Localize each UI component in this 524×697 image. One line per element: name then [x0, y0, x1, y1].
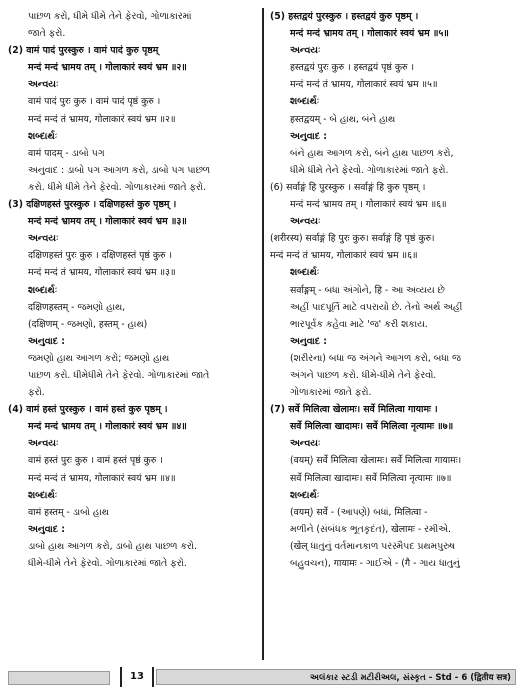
column-divider [262, 8, 264, 660]
text-line: (दक्षिणम् - જમણો, हस्तम् - હાથ) [28, 318, 148, 330]
text-line: બહુવચન), गायामः - ગાઈએ - (गै - ગાય ધાતુનું [290, 558, 460, 569]
text-line: અંગને પાછળ કરો. ધીમે-ધીમે તેને ફેરવો. [290, 369, 437, 381]
text-line: (वयम्) सर्वे मिलित्वा खेलामः। सर्वे मिलित्वा गायामः। [290, 455, 462, 467]
text-line: અન્વયઃ [28, 233, 59, 245]
text-line: हस्तद्वयं पुरः कुरु । हस्तद्वयं पृष्ठं कुरु । [290, 62, 415, 74]
text-line: वामं हस्तम् - ડાબો હાથ [28, 506, 109, 518]
footer-left-bar [8, 671, 110, 685]
text-line: (7) सर्वे मिलित्वा खेलामः। सर्वे मिलित्वा गायामः । [270, 404, 438, 416]
text-line: અન્વયઃ [28, 438, 59, 450]
text-line: (शरीरस्य) सर्वाङ्गं हि पुरः कुरु। सर्वाङ्गं हि पृष्ठं कुरु। [270, 233, 435, 245]
text-line: (खेल् ધાતુનું વર્તમાનકાળ પરસ્મૈપદ પ્રથમપુરુષ [290, 540, 456, 552]
text-line: सर्वे मिलित्वा खादामः। सर्वे मिलित्वा नृत्यामः ॥७॥ [290, 421, 454, 433]
text-line: અનુવાદ : [28, 523, 65, 535]
text-line: सर्वे मिलित्वा खादामः। सर्वे मिलित्वा नृत्यामः ॥७॥ [290, 472, 452, 484]
text-line: અન્વયઃ [290, 45, 321, 57]
text-line: અન્વયઃ [290, 438, 321, 450]
text-line: ધીમે-ધીમે તેને ફેરવો. ગોળાકારમાં જાતે ફરો. [28, 558, 187, 569]
text-line: वामं पादं पुरः कुरु । वामं पादं पृष्ठं कुरु । [28, 96, 161, 108]
text-line: वामं हस्तं पुरः कुरु । वामं हस्तं पृष्ठं कुरु । [28, 455, 163, 467]
text-line: मन्दं मन्दं तं भ्रामय, गोलाकारं स्वयं भ्रम ॥५॥ [290, 79, 438, 91]
text-line: જાતે ફરો. [28, 28, 66, 40]
text-line: मन्दं मन्दं तं भ्रामय, गोलाकारं स्वयं भ्रम ॥६॥ [270, 250, 418, 262]
text-line: मन्दं मन्दं भ्रामय तम् । गोलाकारं स्वयं भ्रम ॥४॥ [28, 421, 187, 433]
text-line: मन्दं मन्दं तं भ्रामय, गोलाकारं स्वयं भ्रम ॥४॥ [28, 472, 176, 484]
text-line: हस्तद्वयम् - બે હાથ, બંને હાથ [290, 113, 396, 125]
text-line: मन्दं मन्दं भ्रामय तम् । गोलाकारं स्वयं भ्रम ॥२॥ [28, 62, 187, 74]
text-line: मन्दं मन्दं तं भ्रामय, गोलाकारं स्वयं भ्रम ॥३॥ [28, 267, 176, 279]
text-line: (5) हस्तद्वयं पुरस्कुरु । हस्तद्वयं कुरु पृष्ठम् । [270, 11, 419, 22]
text-line: ફરો. [28, 387, 45, 399]
text-line: मन्दं मन्दं भ्रामय तम् । गोलाकारं स्वयं भ्रम ॥३॥ [28, 216, 187, 228]
text-line: (2) वामं पादं पुरस्कुरु । वामं पादं कुरु पृष्ठम् [8, 45, 159, 57]
text-line: અનુવાદ : [28, 335, 65, 347]
text-line: मन्दं मन्दं भ्रामय तम् । गोलाकारं स्वयं भ्रम ॥५॥ [290, 28, 449, 40]
text-line: પાછળ કરો, ધીમે ધીમે તેને ફેરવો, ગોળાકારમાં [28, 11, 192, 22]
text-line: કરો. ધીમે ધીમે તેને ફેરવો. ગોળાકારમાં જાતે ફરો. [28, 181, 207, 193]
text-line: सर्वाङ्गम् - બધા અંગોને, हि - આ અવ્યય છે [290, 284, 445, 296]
text-line: અનુવાદ : ડાબો પગ આગળ કરો, ડાબો પગ પાછળ [28, 164, 211, 176]
text-line: શબ્દાર્થઃ [28, 489, 58, 501]
right-column [270, 8, 516, 572]
text-line: શબ્દાર્થઃ [28, 130, 58, 142]
text-line: અહીં પાદપૂર્તિ માટે વપરાયો છે. તેનો અર્થ અહીં [290, 301, 463, 313]
text-line: वामं पादम् - ડાબો પગ [28, 147, 105, 159]
text-line: અનુવાદ : [290, 130, 327, 142]
text-line: બંને હાથ આગળ કરો, બંને હાથ પાછળ કરો, [290, 147, 454, 159]
text-line: અન્વયઃ [290, 216, 321, 228]
text-line: શબ્દાર્થઃ [290, 96, 320, 108]
text-line: ડાબો હાથ આગળ કરો, ડાબો હાથ પાછળ કરો. [28, 540, 197, 552]
text-line: मन्दं मन्दं तं भ्रामय, गोलाकारं स्वयं भ्रम ॥२॥ [28, 113, 176, 125]
text-line: (3) दक्षिणहस्तं पुरस्कुरु । दक्षिणहस्तं कुरु पृष्ठम् । [8, 199, 177, 211]
text-line: પાછળ કરો. ધીમેધીમે તેને ફેરવો. ગોળાકારમાં જાતે [28, 369, 210, 381]
text-line: (6) सर्वाङ्गं हि पुरस्कुरु । सर्वाङ्गं हि कुरु पृष्ठम् । [270, 181, 426, 193]
text-line: અનુવાદ : [290, 335, 327, 347]
text-line: (શરીરના) બધા જ અંગને આગળ કરો, બધા જ [290, 352, 461, 364]
text-line: શબ્દાર્થઃ [28, 284, 58, 296]
text-line: જમણો હાથ આગળ કરો; જમણો હાથ [28, 352, 170, 364]
text-line: ગોળાકારમાં જાતે ફરો. [290, 387, 372, 399]
text-line: (वयम्) सर्वे - (આપણે) બધાં, मिलित्वा - [290, 506, 428, 518]
text-line: અન્વયઃ [28, 79, 59, 91]
text-line: શબ્દાર્થઃ [290, 489, 320, 501]
text-line: (4) वामं हस्तं पुरस्कुरु । वामं हस्तं कुरु पृष्ठम् । [8, 404, 168, 416]
left-column [8, 8, 256, 572]
page-footer [8, 665, 516, 689]
text-line: ભારપૂર્વક કહેવા માટે 'જ' કરી શકાય. [290, 318, 428, 330]
text-line: दक्षिणहस्तम् - જમણો હાથ, [28, 301, 126, 313]
text-line: दक्षिणहस्तं पुरः कुरु । दक्षिणहस्तं पृष्ठं कुरु । [28, 250, 173, 262]
text-line: ધીમે ધીમે તેને ફેરવો. ગોળાકારમાં જાતે ફરો. [290, 164, 449, 176]
page-number: 13 [120, 667, 154, 687]
text-line: मन्दं मन्दं भ्रामय तम् । गोलाकारं स्वयं भ्रम ॥६॥ [290, 199, 447, 211]
text-line: મળીને (સંબંધક ભૂતકૃદંત), खेलामः - રમીએ. [290, 523, 451, 535]
text-line: શબ્દાર્થઃ [290, 267, 320, 279]
footer-title: અલંકાર સ્ટડી મટીરીઅલ, સંસ્કૃત - Std - 6 (द्वितीय सत्र) [156, 669, 516, 685]
